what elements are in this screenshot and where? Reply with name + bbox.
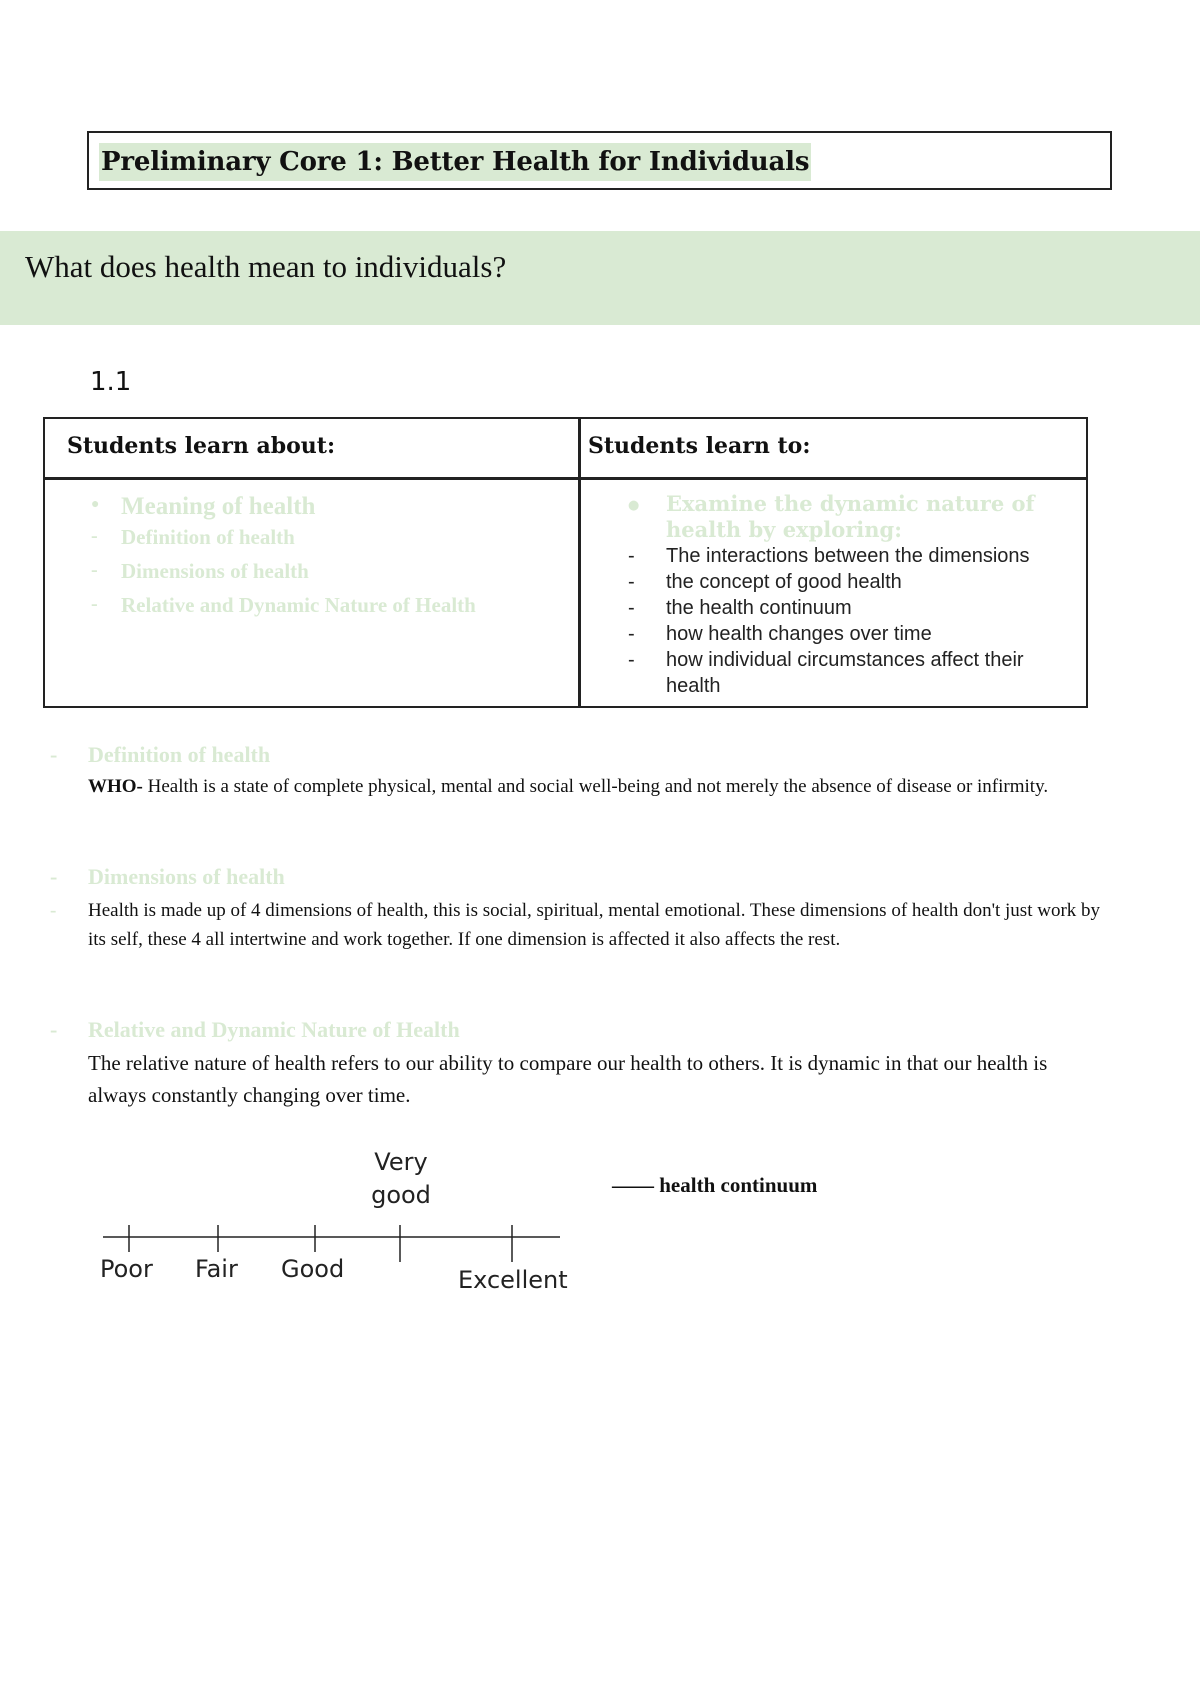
continuum-label-fair: Fair: [195, 1255, 238, 1283]
learn-to-list: [628, 491, 1078, 699]
list-item: - Definition of health: [91, 525, 476, 559]
continuum-label-poor: Poor: [100, 1255, 153, 1283]
continuum-legend: —— health continuum: [612, 1173, 818, 1197]
dimensions-header: - Dimensions of health: [50, 864, 1110, 894]
outcomes-table: [43, 417, 1088, 708]
relative-text: The relative nature of health refers to our ability to compare our health to others. It is dynamic in that our health is always constantly changing over time.: [88, 1051, 1048, 1107]
relative-section: [50, 1017, 1110, 1111]
list-item: - the concept of good health: [628, 569, 1078, 595]
table-divider-vertical: [578, 419, 581, 706]
list-item: ● Meaning of health: [91, 493, 476, 525]
learn-about-list: [91, 493, 476, 627]
table-divider-horizontal: [45, 477, 1086, 480]
title-box: [87, 131, 1112, 190]
list-item: - how individual circumstances affect their health: [628, 647, 1078, 699]
list-item: ● Examine the dynamic nature of health by exploring:: [628, 491, 1078, 543]
list-item: - the health continuum: [628, 595, 1078, 621]
definition-header: - Definition of health: [50, 742, 1110, 772]
section-number: 1.1: [90, 367, 132, 397]
list-item: - how health changes over time: [628, 621, 1078, 647]
relative-header: - Relative and Dynamic Nature of Health: [50, 1017, 1110, 1047]
dimensions-section: [50, 864, 1110, 954]
column-header-learn-to: Students learn to:: [588, 433, 811, 459]
definition-section: [50, 742, 1110, 801]
dimensions-text: - Health is made up of 4 dimensions of health, this is social, spiritual, mental emotional. These dimensions of health don't just work by its self, these 4 all intertwine and work together. If one dimension is affected it also affects the rest.: [50, 896, 1110, 954]
who-label: WHO-: [88, 776, 143, 797]
heading-band: [0, 231, 1200, 325]
list-item: - Relative and Dynamic Nature of Health: [91, 593, 476, 627]
list-item: - The interactions between the dimensions: [628, 543, 1078, 569]
page-title: Preliminary Core 1: Better Health for Individuals: [99, 143, 811, 181]
continuum-label-excellent: Excellent: [458, 1266, 568, 1294]
who-definition: Health is a state of complete physical, mental and social well-being and not merely the absence of disease or infirmity.: [142, 776, 1049, 797]
continuum-label-very-good: Very good: [371, 1148, 431, 1209]
section-heading: What does health mean to individuals?: [25, 249, 507, 284]
continuum-label-good: Good: [281, 1255, 345, 1283]
list-item: - Dimensions of health: [91, 559, 476, 593]
column-header-learn-about: Students learn about:: [67, 433, 336, 459]
definition-text: [50, 772, 1110, 801]
